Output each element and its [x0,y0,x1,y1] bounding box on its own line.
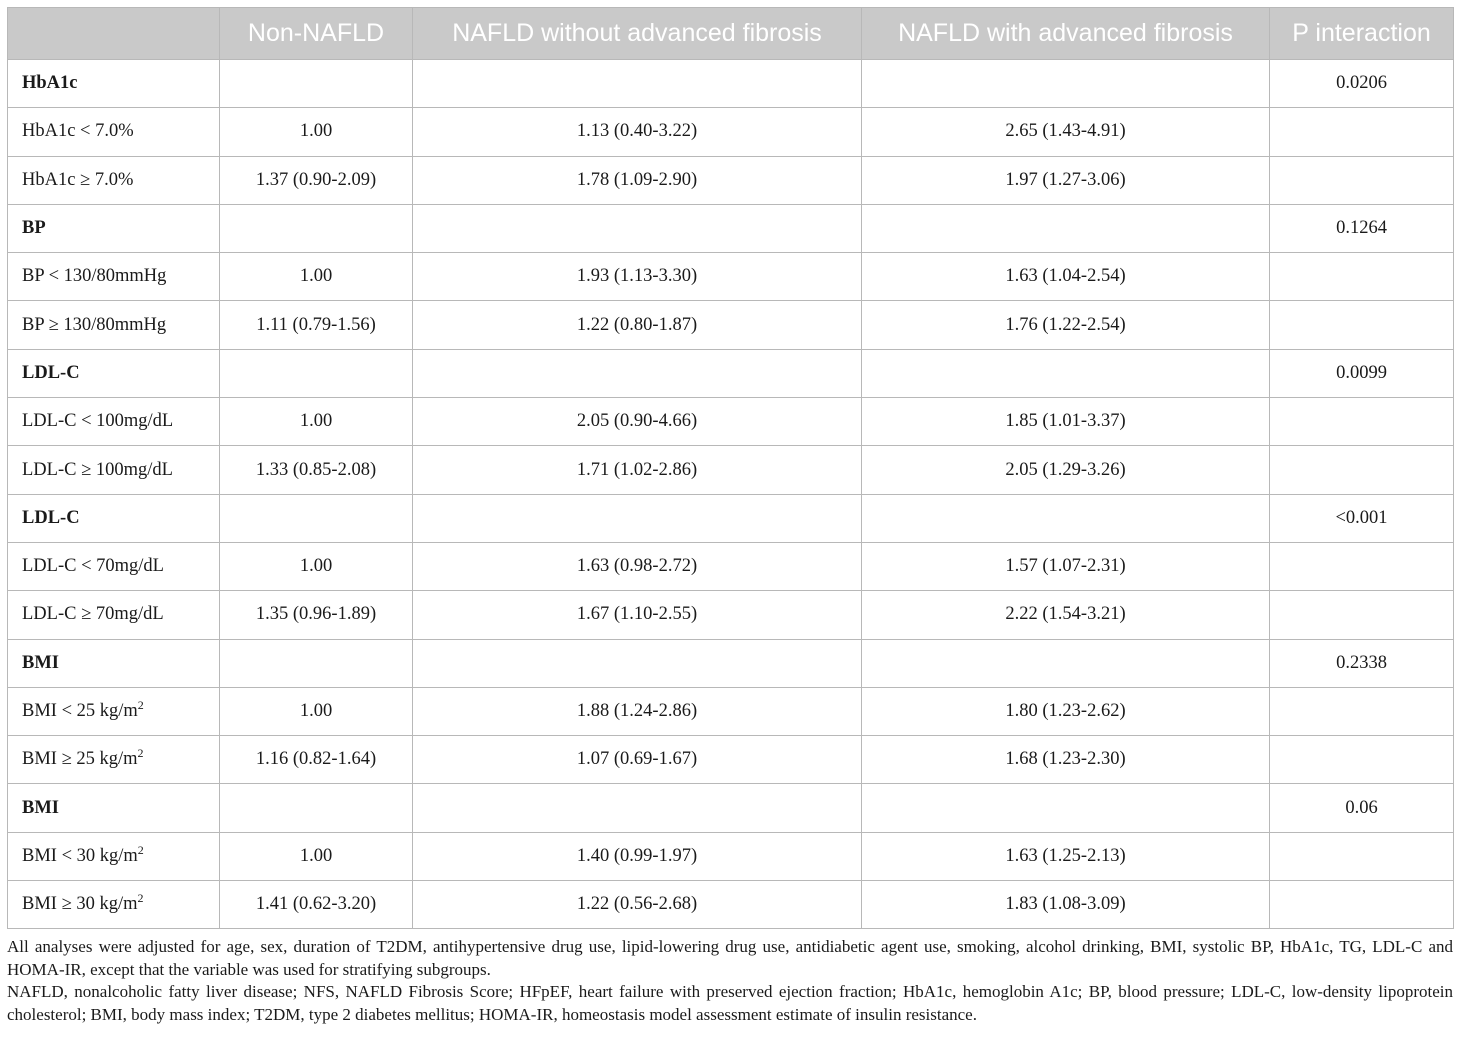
unit-superscript: 2 [137,842,144,857]
row-label [8,156,220,204]
cell-nafld-without-fibrosis [413,639,862,687]
cell-p-interaction: 0.1264 [1270,204,1454,252]
row-label-text: LDL-C [22,507,80,528]
table-row [8,108,1454,156]
cell-p-interaction [1270,446,1454,494]
table-row [8,253,1454,301]
cell-nafld-without-fibrosis: 2.05 (0.90-4.66) [413,398,862,446]
row-label [8,253,220,301]
cell-nafld-with-fibrosis: 2.65 (1.43-4.91) [862,108,1270,156]
cell-non-nafld [220,494,413,542]
cell-non-nafld: 1.37 (0.90-2.09) [220,156,413,204]
unit-superscript: 2 [137,891,144,906]
cell-non-nafld: 1.41 (0.62-3.20) [220,881,413,929]
cell-nafld-without-fibrosis [413,784,862,832]
table-group-row [8,784,1454,832]
cell-nafld-with-fibrosis [862,494,1270,542]
cell-nafld-without-fibrosis: 1.07 (0.69-1.67) [413,736,862,784]
table-group-row [8,639,1454,687]
row-label-text: LDL-C < 100mg/dL [22,411,174,432]
row-label [8,60,220,108]
table-row [8,591,1454,639]
table-row [8,446,1454,494]
table-footnotes [7,936,1453,1026]
unit-superscript: 2 [137,746,144,761]
cell-nafld-with-fibrosis: 1.97 (1.27-3.06) [862,156,1270,204]
table-row [8,832,1454,880]
cell-p-interaction [1270,591,1454,639]
cell-nafld-without-fibrosis: 1.78 (1.09-2.90) [413,156,862,204]
cell-p-interaction [1270,108,1454,156]
cell-non-nafld [220,784,413,832]
row-label-text: BMI < 25 kg/m [22,701,138,721]
cell-p-interaction: 0.0099 [1270,349,1454,397]
cell-p-interaction [1270,301,1454,349]
cell-nafld-with-fibrosis: 1.85 (1.01-3.37) [862,398,1270,446]
row-label [8,301,220,349]
cell-non-nafld: 1.33 (0.85-2.08) [220,446,413,494]
cell-nafld-with-fibrosis [862,639,1270,687]
row-label-text: BMI < 30 kg/m [22,845,138,866]
row-label-text: LDL-C ≥ 100mg/dL [22,459,173,480]
row-label-text: BP ≥ 130/80mmHg [22,314,167,335]
table-row [8,736,1454,784]
row-label-text: BP [22,218,46,239]
cell-nafld-with-fibrosis: 1.80 (1.23-2.62) [862,687,1270,735]
cell-nafld-with-fibrosis: 1.57 (1.07-2.31) [862,542,1270,590]
cell-nafld-with-fibrosis: 1.76 (1.22-2.54) [862,301,1270,349]
row-label-text: HbA1c [22,73,78,94]
row-label-text: BMI ≥ 30 kg/m [22,894,138,915]
row-label [8,881,220,929]
row-label-text: BP < 130/80mmHg [22,266,167,287]
cell-p-interaction [1270,398,1454,446]
cell-non-nafld: 1.00 [220,832,413,880]
row-label-text: BMI [22,797,59,818]
cell-non-nafld [220,60,413,108]
table-body [8,60,1454,929]
row-label-text: LDL-C ≥ 70mg/dL [22,604,164,625]
cell-nafld-without-fibrosis: 1.88 (1.24-2.86) [413,687,862,735]
table-group-row [8,204,1454,252]
cell-p-interaction [1270,832,1454,880]
cell-non-nafld [220,349,413,397]
adjustment-note: All analyses were adjusted for age, sex, duration of T2DM, antihypertensive drug use, lipid-lowering drug use, antidiabetic agent use, smoking, alcohol drinking, BMI, systolic BP, HbA1c, TG, LDL-C and HOMA-IR, except that the variable was used for stratifying subgroups. [7,937,1453,979]
row-label [8,446,220,494]
row-label [8,542,220,590]
cell-nafld-without-fibrosis [413,204,862,252]
cell-nafld-without-fibrosis [413,349,862,397]
row-label [8,736,220,784]
cell-p-interaction: 0.2338 [1270,639,1454,687]
cell-p-interaction [1270,253,1454,301]
cell-nafld-with-fibrosis [862,784,1270,832]
table-header [8,8,1454,60]
row-label [8,494,220,542]
cell-non-nafld: 1.00 [220,687,413,735]
cell-nafld-without-fibrosis [413,60,862,108]
cell-p-interaction: 0.0206 [1270,60,1454,108]
row-label-text: BMI ≥ 25 kg/m [22,749,138,770]
cell-nafld-with-fibrosis: 2.22 (1.54-3.21) [862,591,1270,639]
table-row [8,301,1454,349]
row-label [8,832,220,880]
cell-p-interaction: <0.001 [1270,494,1454,542]
cell-non-nafld [220,204,413,252]
cell-nafld-with-fibrosis: 1.68 (1.23-2.30) [862,736,1270,784]
cell-non-nafld: 1.35 (0.96-1.89) [220,591,413,639]
header-cell-nafld-without-fibrosis: NAFLD without advanced fibrosis [413,8,862,60]
header-cell-nafld-with-fibrosis: NAFLD with advanced fibrosis [862,8,1270,60]
cell-nafld-without-fibrosis: 1.40 (0.99-1.97) [413,832,862,880]
row-label-text: LDL-C [22,362,80,383]
cell-p-interaction: 0.06 [1270,784,1454,832]
cell-nafld-without-fibrosis: 1.93 (1.13-3.30) [413,253,862,301]
row-label [8,349,220,397]
table-row [8,542,1454,590]
cell-non-nafld: 1.16 (0.82-1.64) [220,736,413,784]
row-label-text: HbA1c ≥ 7.0% [22,169,134,190]
cell-p-interaction [1270,881,1454,929]
table-row [8,398,1454,446]
cell-nafld-without-fibrosis: 1.63 (0.98-2.72) [413,542,862,590]
cell-non-nafld: 1.00 [220,253,413,301]
cell-non-nafld: 1.11 (0.79-1.56) [220,301,413,349]
table-group-row [8,60,1454,108]
row-label [8,639,220,687]
cell-nafld-with-fibrosis [862,204,1270,252]
header-cell-p-interaction: P interaction [1270,8,1454,60]
unit-superscript: 2 [137,698,144,712]
cell-nafld-without-fibrosis: 1.22 (0.56-2.68) [413,881,862,929]
row-label [8,784,220,832]
row-label-text: HbA1c < 7.0% [22,121,134,142]
cell-nafld-without-fibrosis: 1.67 (1.10-2.55) [413,591,862,639]
cell-p-interaction [1270,542,1454,590]
cell-non-nafld: 1.00 [220,398,413,446]
cell-nafld-without-fibrosis: 1.22 (0.80-1.87) [413,301,862,349]
table-row [8,687,1454,735]
cell-p-interaction [1270,687,1454,735]
cell-nafld-with-fibrosis: 1.63 (1.25-2.13) [862,832,1270,880]
abbreviations-note: NAFLD, nonalcoholic fatty liver disease; NFS, NAFLD Fibrosis Score; HFpEF, heart failure with preserved ejection fraction; HbA1c, hemoglobin A1c; BP, blood pressure; LDL-C, low-density lipoprotein cholesterol; BMI, body mass index; T2DM, type 2 diabetes mellitus; HOMA-IR, homeostasis model assessment estimate of insulin resistance. [7,982,1453,1024]
cell-nafld-with-fibrosis: 2.05 (1.29-3.26) [862,446,1270,494]
header-cell-non-nafld: Non-NAFLD [220,8,413,60]
cell-nafld-with-fibrosis: 1.83 (1.08-3.09) [862,881,1270,929]
cell-p-interaction [1270,156,1454,204]
cell-nafld-without-fibrosis: 1.13 (0.40-3.22) [413,108,862,156]
cell-non-nafld: 1.00 [220,542,413,590]
cell-p-interaction [1270,736,1454,784]
cell-nafld-with-fibrosis [862,349,1270,397]
cell-non-nafld: 1.00 [220,108,413,156]
table-group-row [8,494,1454,542]
cell-non-nafld [220,639,413,687]
header-cell-subgroup [8,8,220,60]
subgroup-analysis-table [7,7,1454,929]
table-group-row [8,349,1454,397]
cell-nafld-without-fibrosis [413,494,862,542]
row-label [8,398,220,446]
cell-nafld-with-fibrosis [862,60,1270,108]
header-row [8,8,1454,60]
row-label [8,591,220,639]
row-label [8,687,220,735]
row-label-text: BMI [22,652,59,673]
cell-nafld-with-fibrosis: 1.63 (1.04-2.54) [862,253,1270,301]
subgroup-table-container [7,7,1453,929]
row-label-text: LDL-C < 70mg/dL [22,556,164,577]
cell-nafld-without-fibrosis: 1.71 (1.02-2.86) [413,446,862,494]
row-label [8,108,220,156]
row-label [8,204,220,252]
table-row [8,156,1454,204]
table-row [8,881,1454,929]
